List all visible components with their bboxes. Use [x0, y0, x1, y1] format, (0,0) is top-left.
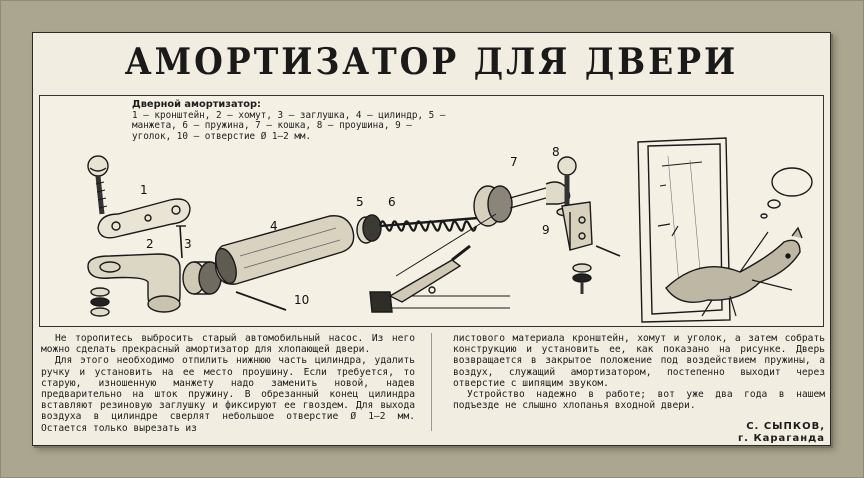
- article-column-right: [453, 333, 825, 444]
- label-6: 6: [388, 195, 396, 209]
- label-7: 7: [510, 155, 518, 169]
- paragraph: Для этого необходимо отпилить нижнюю часть цилиндра, удалить ручку и установить на ее место проушину. Если требуется, то старую, изношенную манжету надо заменить новой, надев предварительно на шток пружину. В обрезанный конец цилиндра вставляют резиновую заглушку и фиксируют ее гвоздем. Для выхода воздуха в цилиндре сверлят небольшое отверстие Ø 1—2 мм. Остается только вырезать из: [41, 355, 415, 434]
- label-3: 3: [184, 237, 192, 251]
- label-4: 4: [270, 219, 278, 233]
- label-8: 8: [552, 145, 560, 159]
- diagram-drawing: [40, 96, 825, 328]
- article-title: АМОРТИЗАТОР ДЛЯ ДВЕРИ: [124, 40, 739, 83]
- article-column-left: [41, 333, 415, 434]
- bolt-head: [88, 156, 108, 176]
- author-name: С. СЫПКОВ,: [746, 421, 825, 433]
- label-1: 1: [140, 183, 148, 197]
- exploded-diagram: [39, 95, 824, 327]
- label-5: 5: [356, 195, 364, 209]
- column-divider: [431, 333, 432, 431]
- legend-heading: Дверной амортизатор:: [132, 99, 261, 110]
- angle-part: [562, 202, 592, 250]
- label-10: 10: [294, 293, 310, 307]
- author-city: г. Караганда: [737, 432, 825, 444]
- label-9: 9: [542, 223, 550, 237]
- paragraph: Устройство надежно в работе; вот уже два года в нашем подъезде не слышно хлопанья входной двери.: [453, 389, 825, 412]
- legend-text: 1 — кронштейн, 2 — хомут, 3 — заглушка, 4 — цилиндр, 5 — манжета, 6 — пружина, 7 — кошка, 8 — проушина, 9 — уголок, 10 — отверстие Ø 1—2 мм.: [132, 109, 446, 142]
- paragraph: Не торопитесь выбросить старый автомобильный насос. Из него можно сделать прекрасный амортизатор для хлопающей двери.: [41, 333, 415, 356]
- newspaper-clipping: [32, 32, 831, 446]
- bracket-part: [98, 199, 190, 238]
- label-2: 2: [146, 237, 154, 251]
- bolt-shaft: [98, 176, 102, 214]
- paragraph: листового материала кронштейн, хомут и уголок, а затем собрать конструкцию и установить ее, как показано на рисунке. Дверь возвращается в закрытое положение под воздействием пружины, а воздух, служащий амортизатором, постепенно выходит через отверстие с шипящим звуком.: [453, 333, 825, 389]
